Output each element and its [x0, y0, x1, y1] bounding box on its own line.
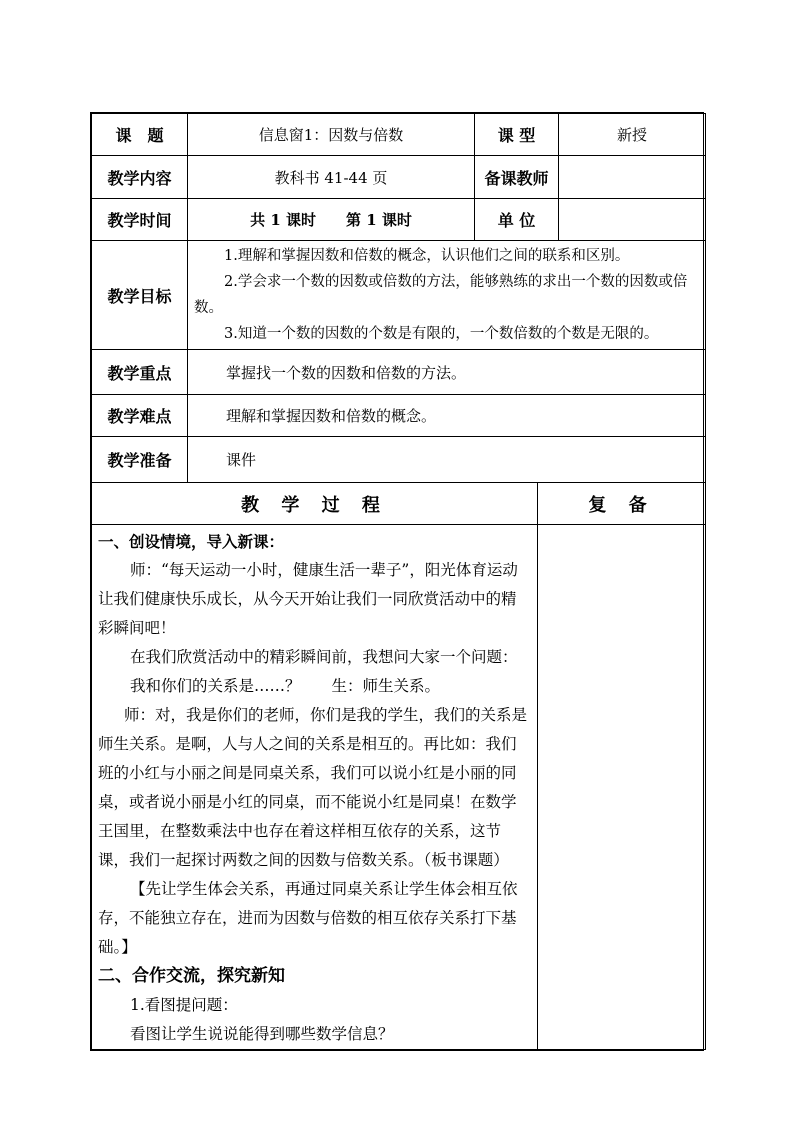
label-type: 课 型	[475, 114, 559, 156]
section-heading: 一、创设情境，导入新课：	[98, 532, 285, 551]
content-value: 教科书 41-44 页	[188, 156, 475, 199]
difficult-value: 理解和掌握因数和倍数的概念。	[188, 395, 706, 437]
paragraph: 我和你们的关系是……？ 生：师生关系。	[130, 677, 441, 695]
goal-item: 3.知道一个数的因数的个数是有限的，一个数倍数的个数是无限的。	[224, 326, 659, 342]
row-time	[92, 199, 706, 241]
row-process-body	[92, 525, 706, 1050]
process-header: 教 学 过 程	[92, 483, 538, 525]
row-prep	[92, 437, 706, 483]
row-topic	[92, 114, 706, 156]
note-paragraph: 【先让学生体会关系，再通过同桌关系让学生体会相互依存，不能独立存在，进而为因数与倍数的相互依存关系打下基础。】	[98, 880, 518, 956]
row-process-header	[92, 483, 706, 525]
review-header: 复 备	[538, 483, 706, 525]
teacher-value	[559, 156, 706, 199]
row-goal	[92, 241, 706, 350]
prep-value: 课件	[188, 437, 706, 483]
label-unit: 单 位	[475, 199, 559, 241]
process-body	[92, 525, 538, 1050]
topic-value: 信息窗1：因数与倍数	[188, 114, 475, 156]
paragraph: 师：对，我是你们的老师，你们是我的学生，我们的关系是师生关系。是啊，人与人之间的关系是相互的。再比如：我们班的小红与小丽之间是同桌关系，我们可以说小红是小丽的同桌，或者说小丽是小红的同桌，而不能说小红是同桌！在数学王国里，在整数乘法中也存在着这样相互依存的关系，这节课，我们一起探讨两数之间的因数与倍数关系。（板书课题）	[98, 706, 528, 869]
label-difficult: 教学难点	[92, 395, 188, 437]
label-goal: 教学目标	[92, 241, 188, 350]
row-content	[92, 156, 706, 199]
goal-list	[188, 241, 706, 350]
key-value: 掌握找一个数的因数和倍数的方法。	[188, 350, 706, 395]
goal-item: 2.学会求一个数的因数或倍数的方法，能够熟练的求出一个数的因数或倍数。	[194, 274, 688, 316]
row-key	[92, 350, 706, 395]
label-topic: 课 题	[92, 114, 188, 156]
section-heading: 二、合作交流，探究新知	[98, 966, 285, 986]
label-teacher: 备课教师	[475, 156, 559, 199]
paragraph: 1.看图提问题：	[130, 996, 238, 1014]
type-value: 新授	[559, 114, 706, 156]
paragraph: 师：“每天运动一小时，健康生活一辈子”，阳光体育运动让我们健康快乐成长，从今天开始让我们一同欣赏活动中的精彩瞬间吧！	[98, 561, 518, 637]
label-content: 教学内容	[92, 156, 188, 199]
paragraph: 在我们欣赏活动中的精彩瞬间前，我想问大家一个问题：	[130, 648, 518, 666]
unit-value	[559, 199, 706, 241]
paragraph: 看图让学生说说能得到哪些数学信息？	[130, 1025, 394, 1043]
lesson-plan-table	[90, 112, 704, 1051]
review-body	[538, 525, 706, 1050]
row-difficult	[92, 395, 706, 437]
goal-item: 1.理解和掌握因数和倍数的概念，认识他们之间的联系和区别。	[224, 248, 630, 264]
label-prep: 教学准备	[92, 437, 188, 483]
process-table	[91, 482, 706, 1050]
time-value: 共 1 课时 第 1 课时	[188, 199, 475, 241]
label-key: 教学重点	[92, 350, 188, 395]
info-table	[91, 113, 706, 483]
label-time: 教学时间	[92, 199, 188, 241]
